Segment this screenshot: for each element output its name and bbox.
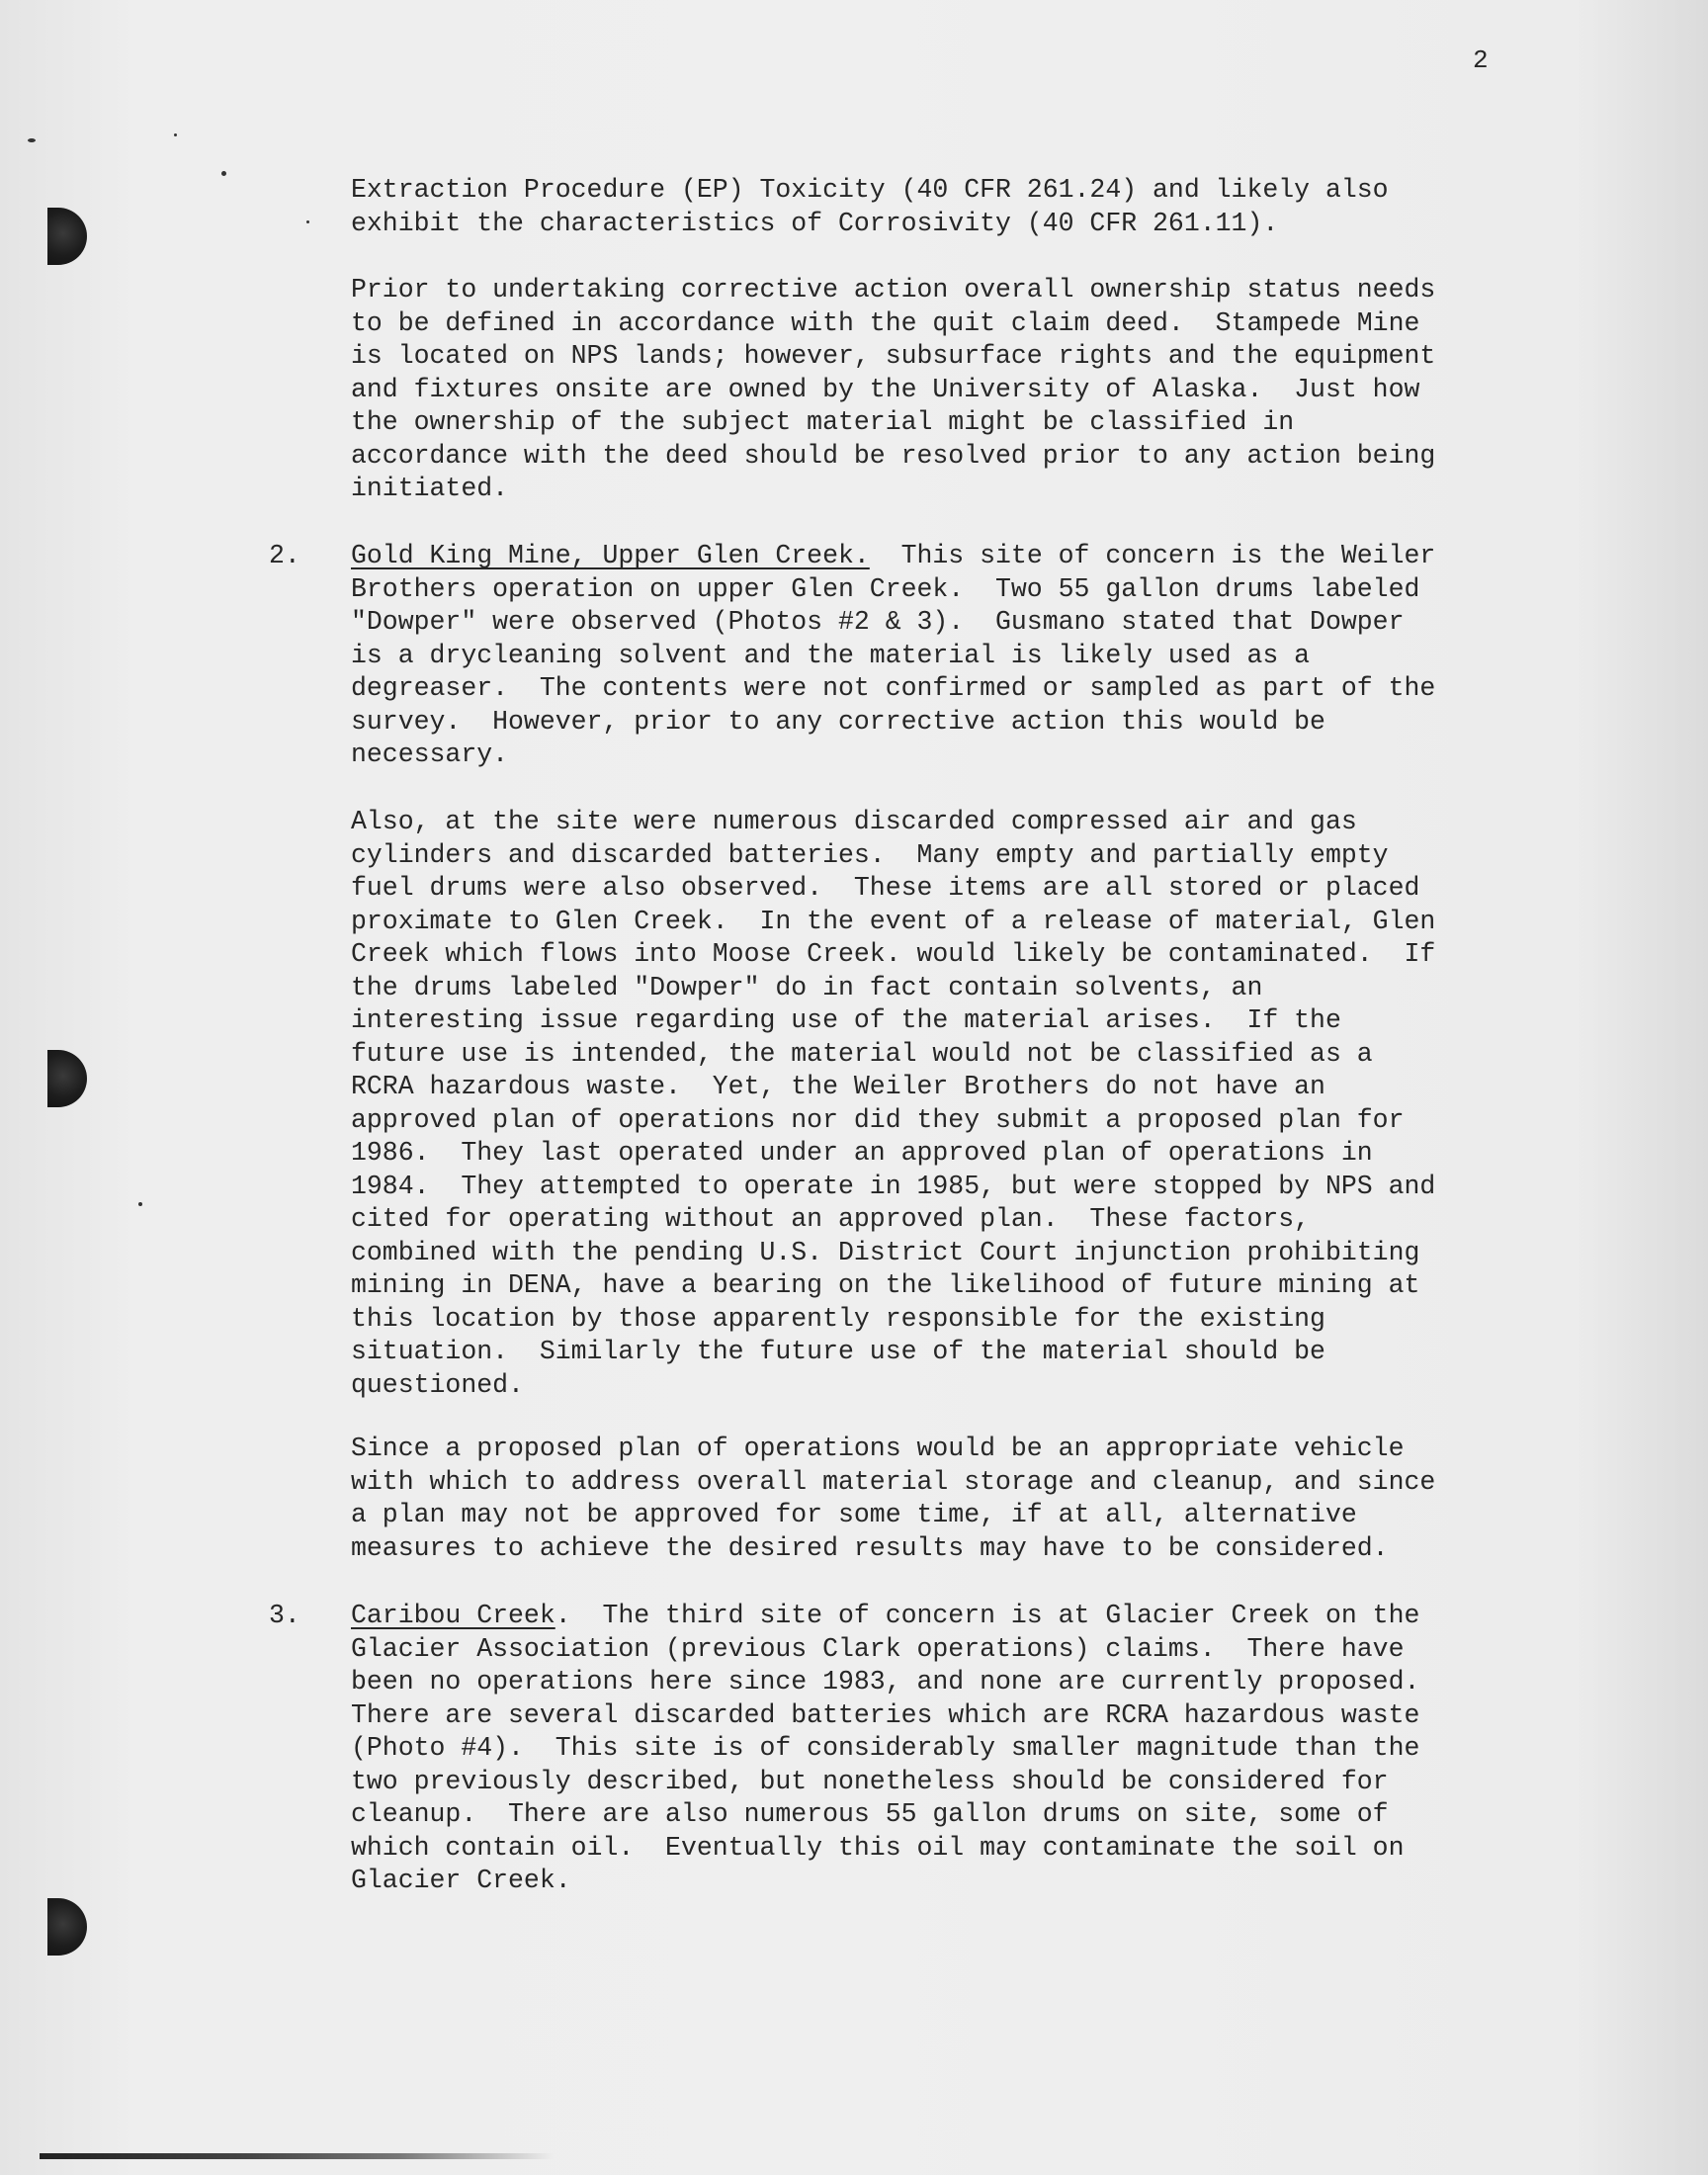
page-number: 2 xyxy=(1473,45,1489,75)
binder-hole-top xyxy=(47,208,87,265)
scan-shadow xyxy=(1570,0,1708,2175)
paragraph-caribou-creek xyxy=(351,1600,1497,1898)
heading-caribou-creek: Caribou Creek xyxy=(351,1601,555,1630)
gold-king-mine-text: This site of concern is the Weiler Brothers operation on upper Glen Creek. Two 55 gallon drums labeled "Dowper" were observed (Photos #2 & 3). Gusmano stated that Dowper is a drycleaning solvent and the material is likely used as a degreaser. The contents were not confirmed or sampled as part of the survey. However, prior to any corrective action this would be necessary. xyxy=(351,541,1436,769)
binder-hole-middle xyxy=(47,1050,87,1107)
paragraph-ownership-status: Prior to undertaking corrective action overall ownership status needs to be defined in accordance with the quit claim deed. Stampede Mine is located on NPS lands; however, subsurface rights and the equipment and fixtures onsite are owned by the University of Alaska. Just how the ownership of the subject material might be classified in accordance with the deed should be resolved prior to any action being initiated. xyxy=(351,275,1436,503)
scan-speck xyxy=(221,171,226,176)
scan-speck xyxy=(138,1202,142,1206)
binder-hole-bottom xyxy=(47,1898,87,1956)
paragraph-gold-king-mine xyxy=(351,540,1497,772)
paragraph-plan-of-operations: Since a proposed plan of operations would be an appropriate vehicle with which to address overall material storage and cleanup, and since a plan may not be approved for some time, if at all, alternative measures to achieve the desired results may have to be considered. xyxy=(351,1434,1436,1563)
item-number-2: 2. xyxy=(269,541,300,570)
paragraph-ep-toxicity: Extraction Procedure (EP) Toxicity (40 CFR 261.24) and likely also exhibit the characteristics of Corrosivity (40 CFR 261.11). xyxy=(351,175,1389,238)
item-number-3: 3. xyxy=(269,1601,300,1630)
scan-speck xyxy=(28,138,36,142)
caribou-creek-text: . The third site of concern is at Glacier Creek on the Glacier Association (previous Clark operations) claims. There have been no operations here since 1983, and none are currently proposed. There are several discarded batteries which are RCRA hazardous waste (Photo #4). This site is of considerably smaller magnitude than the two previously described, but nonetheless should be considered for cleanup. There are also numerous 55 gallon drums on site, some of which contain oil. Eventually this oil may contaminate the soil on Glacier Creek. xyxy=(351,1601,1420,1895)
scan-speck xyxy=(174,133,177,136)
paragraph-site-cylinders: Also, at the site were numerous discarded compressed air and gas cylinders and discarded batteries. Many empty and partially empty fuel drums were also observed. These items are all stored or placed proximate to Glen Creek. In the event of a release of material, Glen Creek which flows into Moose Creek. would likely be contaminated. If the drums labeled "Dowper" do in fact contain solvents, an interesting issue regarding use of the material arises. If the future use is intended, the material would not be classified as a RCRA hazardous waste. Yet, the Weiler Brothers do not have an approved plan of operations nor did they submit a proposed plan for 1986. They last operated under an approved plan of operations in 1984. They attempted to operate in 1985, but were stopped by NPS and cited for operating without an approved plan. These factors, combined with the pending U.S. District Court injunction prohibiting mining in DENA, have a bearing on the likelihood of future mining at this location by those apparently responsible for the existing situation. Similarly the future use of the material should be questioned. xyxy=(351,807,1436,1400)
scan-speck xyxy=(306,220,309,223)
heading-gold-king-mine: Gold King Mine, Upper Glen Creek. xyxy=(351,541,870,570)
scan-edge-mark xyxy=(40,2153,554,2159)
